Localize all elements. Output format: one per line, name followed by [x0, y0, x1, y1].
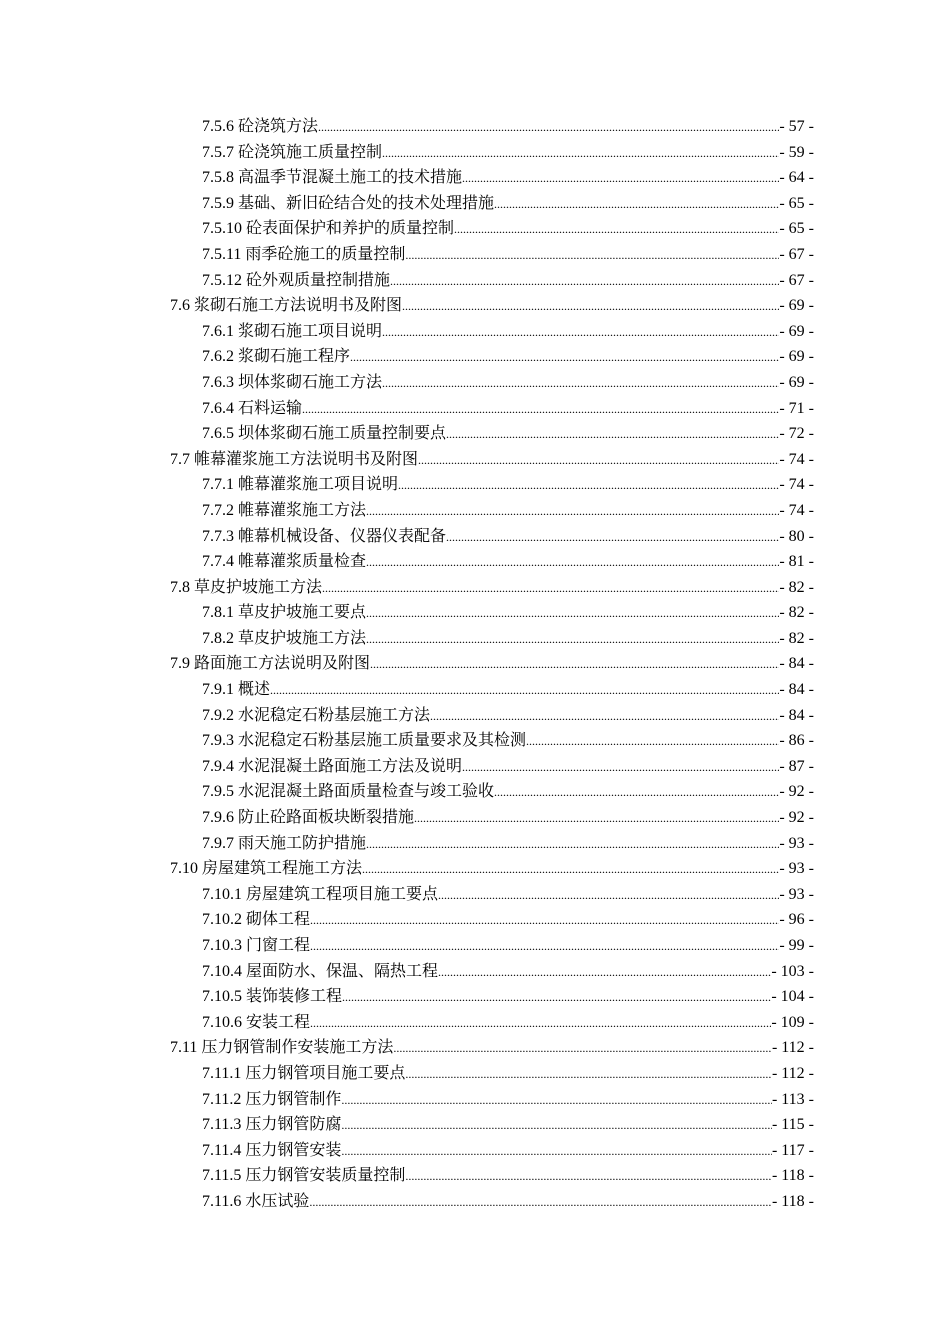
toc-entry-title: 7.5.7 砼浇筑施工质量控制	[202, 143, 383, 161]
toc-entry-title: 7.11.4 压力钢管安装	[202, 1141, 342, 1159]
toc-entry-title: 7.8.2 草皮护坡施工方法	[202, 629, 367, 647]
toc-page-number: - 93 -	[779, 885, 814, 903]
toc-entry-title: 7.9.5 水泥混凝土路面质量检查与竣工验收	[202, 783, 495, 801]
toc-dot-leader	[402, 294, 779, 320]
toc-dot-leader	[494, 192, 779, 218]
toc-entry[interactable]	[202, 984, 814, 1010]
toc-dot-leader	[270, 678, 779, 704]
toc-dot-leader	[318, 115, 779, 141]
toc-dot-leader	[494, 780, 779, 806]
toc-entry-title: 7.6.1 浆砌石施工项目说明	[202, 322, 383, 340]
toc-dot-leader	[382, 320, 779, 346]
toc-entry[interactable]	[202, 268, 814, 294]
toc-entry[interactable]	[202, 472, 814, 498]
toc-entry[interactable]	[202, 882, 814, 908]
toc-entry[interactable]	[202, 677, 814, 703]
toc-entry-title: 7.9.2 水泥稳定石粉基层施工方法	[202, 706, 431, 724]
toc-entry[interactable]	[170, 447, 814, 473]
toc-entry-title: 7.10.2 砌体工程	[202, 911, 311, 929]
toc-entry-title: 7.6.3 坝体浆砌石施工方法	[202, 373, 383, 391]
toc-page-number: - 74 -	[779, 476, 814, 494]
toc-entry[interactable]	[202, 907, 814, 933]
toc-entry[interactable]	[202, 191, 814, 217]
toc-entry-title: 7.11 压力钢管制作安装施工方法	[170, 1039, 394, 1057]
toc-entry[interactable]	[202, 242, 814, 268]
toc-dot-leader	[366, 550, 779, 576]
toc-page-number: - 115 -	[771, 1116, 814, 1134]
toc-entry-title: 7.7.1 帷幕灌浆施工项目说明	[202, 476, 399, 494]
toc-page-number: - 112 -	[771, 1039, 814, 1057]
toc-page-number: - 86 -	[779, 732, 814, 750]
toc-entry-title: 7.10 房屋建筑工程施工方法	[170, 860, 363, 878]
toc-entry[interactable]	[202, 831, 814, 857]
toc-page-number: - 69 -	[779, 297, 814, 315]
toc-entry[interactable]	[170, 1035, 814, 1061]
toc-dot-leader	[362, 857, 779, 883]
toc-page-number: - 103 -	[771, 962, 814, 980]
toc-entry-title: 7.5.12 砼外观质量控制措施	[202, 271, 391, 289]
toc-entry[interactable]	[170, 575, 814, 601]
toc-page-number: - 57 -	[779, 118, 814, 135]
toc-dot-leader	[310, 908, 779, 934]
toc-dot-leader	[418, 448, 779, 474]
toc-dot-leader	[462, 166, 779, 192]
toc-entry-title: 7.11.5 压力钢管安装质量控制	[202, 1167, 406, 1185]
toc-dot-leader	[310, 1011, 771, 1037]
toc-entry-title: 7.6.5 坝体浆砌石施工质量控制要点	[202, 425, 447, 443]
toc-dot-leader	[382, 141, 779, 167]
toc-page-number: - 92 -	[779, 809, 814, 827]
toc-page-number: - 65 -	[779, 194, 814, 212]
toc-entry[interactable]	[170, 293, 814, 319]
toc-page-number: - 82 -	[779, 629, 814, 647]
toc-entry[interactable]	[202, 728, 814, 754]
toc-page-number: - 84 -	[779, 681, 814, 699]
toc-dot-leader	[302, 397, 779, 423]
toc-page-number: - 64 -	[779, 169, 814, 187]
toc-page-number: - 84 -	[779, 655, 814, 673]
toc-entry-title: 7.7.4 帷幕灌浆质量检查	[202, 553, 367, 571]
toc-dot-leader	[414, 806, 779, 832]
toc-page-number: - 117 -	[771, 1141, 814, 1159]
toc-entry-title: 7.11.6 水压试验	[202, 1192, 310, 1210]
toc-dot-leader	[430, 704, 779, 730]
toc-page-number: - 80 -	[779, 527, 814, 545]
toc-entry[interactable]	[202, 933, 814, 959]
toc-entry[interactable]	[202, 1061, 814, 1087]
toc-dot-leader	[526, 729, 779, 755]
toc-dot-leader	[390, 269, 779, 295]
toc-dot-leader	[405, 1062, 772, 1088]
toc-entry-title: 7.9 路面施工方法说明及附图	[170, 655, 371, 673]
toc-page-number: - 109 -	[771, 1013, 814, 1031]
toc-dot-leader	[398, 473, 779, 499]
toc-page-number: - 74 -	[779, 501, 814, 519]
toc-page-number: - 69 -	[779, 348, 814, 366]
toc-entry-title: 7.11.1 压力钢管项目施工要点	[202, 1064, 406, 1082]
toc-page-number: - 118 -	[771, 1167, 814, 1185]
toc-entry-title: 7.9.7 雨天施工防护措施	[202, 834, 367, 852]
toc-dot-leader	[341, 1113, 772, 1139]
toc-entry-title: 7.8.1 草皮护坡施工要点	[202, 604, 367, 622]
toc-entry[interactable]	[202, 319, 814, 345]
toc-page-number: - 82 -	[779, 578, 814, 596]
toc-page-number: - 69 -	[779, 322, 814, 340]
toc-entry-title: 7.8 草皮护坡施工方法	[170, 578, 323, 596]
toc-dot-leader	[393, 1036, 772, 1062]
toc-page-number: - 104 -	[771, 988, 814, 1006]
toc-entry[interactable]	[202, 1112, 814, 1138]
toc-dot-leader	[462, 755, 779, 781]
toc-entry[interactable]	[202, 1087, 814, 1113]
toc-entry[interactable]	[202, 754, 814, 780]
toc-entry[interactable]	[202, 370, 814, 396]
toc-dot-leader	[341, 1088, 772, 1114]
toc-dot-leader	[310, 934, 779, 960]
toc-entry-title: 7.9.4 水泥混凝土路面施工方法及说明	[202, 757, 463, 775]
toc-page-number: - 82 -	[779, 604, 814, 622]
toc-dot-leader	[446, 525, 779, 551]
toc-entry[interactable]	[202, 626, 814, 652]
toc-dot-leader	[366, 499, 779, 525]
toc-entry-title: 7.6 浆砌石施工方法说明书及附图	[170, 297, 403, 315]
toc-dot-leader	[366, 627, 779, 653]
toc-dot-leader	[446, 422, 779, 448]
toc-page-number: - 65 -	[779, 220, 814, 238]
toc-dot-leader	[405, 243, 779, 269]
toc-page-number: - 99 -	[779, 937, 814, 954]
toc-entry-title: 7.10.3 门窗工程	[202, 937, 311, 954]
toc-dot-leader	[405, 1164, 772, 1190]
toc-dot-leader	[309, 1190, 772, 1216]
toc-entry[interactable]	[202, 114, 814, 140]
toc-dot-leader	[322, 576, 779, 602]
toc-entry[interactable]	[202, 1138, 814, 1164]
toc-entry[interactable]	[202, 805, 814, 831]
toc-page-number: - 96 -	[779, 911, 814, 929]
toc-entry-title: 7.9.1 概述	[202, 681, 271, 699]
toc-page-number: - 74 -	[779, 450, 814, 468]
toc-entry[interactable]	[202, 1010, 814, 1036]
toc-page-number: - 93 -	[779, 860, 814, 878]
toc-entry-title: 7.9.3 水泥稳定石粉基层施工质量要求及其检测	[202, 732, 527, 750]
toc-entry[interactable]	[202, 165, 814, 191]
toc-dot-leader	[438, 883, 779, 909]
toc-entry[interactable]	[202, 498, 814, 524]
toc-entry-title: 7.7.3 帷幕机械设备、仪器仪表配备	[202, 527, 447, 545]
toc-entry[interactable]	[202, 421, 814, 447]
toc-dot-leader	[350, 345, 779, 371]
toc-page-number: - 87 -	[779, 757, 814, 775]
toc-page-number: - 113 -	[771, 1090, 814, 1108]
toc-page-number: - 67 -	[779, 271, 814, 289]
toc-entry[interactable]	[202, 524, 814, 550]
toc-dot-leader	[438, 960, 771, 986]
toc-page-number: - 118 -	[771, 1192, 814, 1210]
toc-entry[interactable]	[202, 396, 814, 422]
toc-entry-title: 7.10.6 安装工程	[202, 1013, 311, 1031]
toc-page-number: - 92 -	[779, 783, 814, 801]
toc-entry[interactable]	[170, 651, 814, 677]
toc-page-number: - 112 -	[771, 1064, 814, 1082]
toc-page-number: - 81 -	[779, 553, 814, 571]
toc-entry[interactable]	[202, 140, 814, 166]
toc-dot-leader	[366, 601, 779, 627]
toc-entry-title: 7.11.2 压力钢管制作	[202, 1090, 342, 1108]
toc-entry[interactable]	[202, 1189, 814, 1215]
toc-page-number: - 93 -	[779, 834, 814, 852]
toc-entry-title: 7.5.6 砼浇筑方法	[202, 118, 319, 135]
toc-entry-title: 7.5.8 高温季节混凝土施工的技术措施	[202, 169, 463, 187]
toc-dot-leader	[366, 832, 779, 858]
toc-entry[interactable]	[202, 549, 814, 575]
toc-entry-title: 7.6.2 浆砌石施工程序	[202, 348, 351, 366]
toc-page-number: - 67 -	[779, 245, 814, 263]
toc-page-number: - 72 -	[779, 425, 814, 443]
toc-entry-title: 7.10.1 房屋建筑工程项目施工要点	[202, 885, 439, 903]
toc-page-number: - 59 -	[779, 143, 814, 161]
toc-entry-title: 7.7 帷幕灌浆施工方法说明书及附图	[170, 450, 419, 468]
toc-dot-leader	[370, 652, 779, 678]
toc-entry-title: 7.7.2 帷幕灌浆施工方法	[202, 501, 367, 519]
toc-entry-title: 7.11.3 压力钢管防腐	[202, 1116, 342, 1134]
toc-dot-leader	[341, 1139, 772, 1165]
toc-entry-title: 7.9.6 防止砼路面板块断裂措施	[202, 809, 415, 827]
toc-entry[interactable]	[202, 1163, 814, 1189]
toc-entry[interactable]	[202, 703, 814, 729]
toc-entry[interactable]	[202, 959, 814, 985]
toc-entry-title: 7.5.9 基础、新旧砼结合处的技术处理措施	[202, 194, 495, 212]
toc-entry[interactable]	[170, 856, 814, 882]
toc-page-number: - 84 -	[779, 706, 814, 724]
toc-entry-title: 7.10.4 屋面防水、保温、隔热工程	[202, 962, 439, 980]
toc-page-number: - 71 -	[779, 399, 814, 417]
table-of-contents	[0, 114, 950, 1215]
toc-dot-leader	[342, 985, 771, 1011]
toc-entry-title: 7.10.5 装饰装修工程	[202, 988, 343, 1006]
toc-entry[interactable]	[202, 344, 814, 370]
toc-entry[interactable]	[202, 600, 814, 626]
toc-entry-title: 7.5.10 砼表面保护和养护的质量控制	[202, 220, 455, 238]
toc-entry-title: 7.6.4 石料运输	[202, 399, 303, 417]
toc-dot-leader	[454, 217, 779, 243]
toc-entry[interactable]	[202, 779, 814, 805]
toc-dot-leader	[382, 371, 779, 397]
toc-page-number: - 69 -	[779, 373, 814, 391]
toc-entry[interactable]	[202, 216, 814, 242]
toc-entry-title: 7.5.11 雨季砼施工的质量控制	[202, 245, 406, 263]
